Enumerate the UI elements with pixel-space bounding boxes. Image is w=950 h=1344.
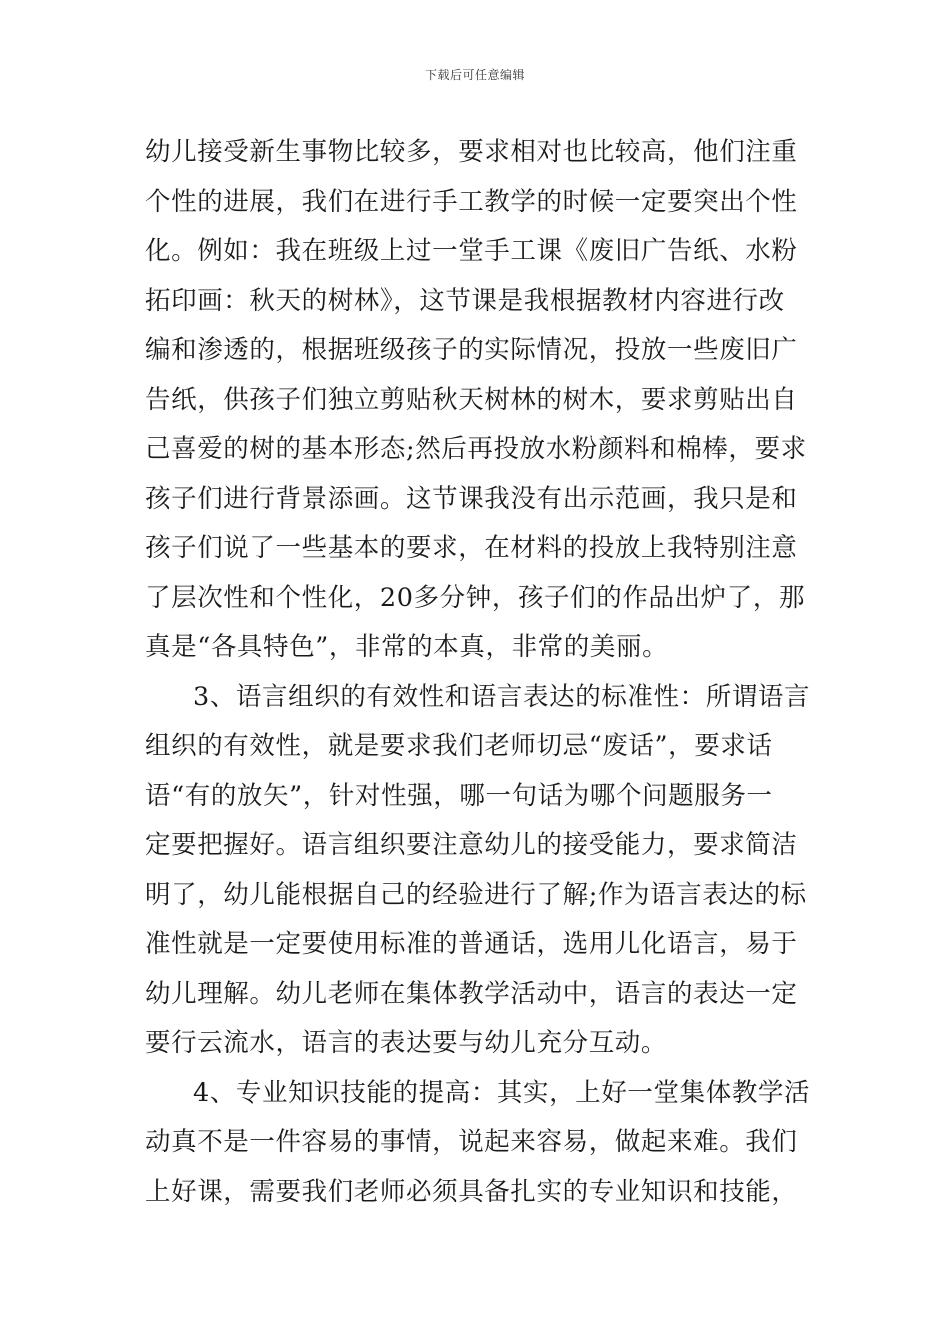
text-line: 告纸，供孩子们独立剪贴秋天树林的树木，要求剪贴出自 — [145, 384, 798, 415]
paragraph-start-line: 3、语言组织的有效性和语言表达的标准性：所谓语言 — [193, 681, 811, 712]
text-line: 真是“各具特色”，非常的本真，非常的美丽。 — [145, 632, 669, 662]
text-line: 上好课，需要我们老师必须具备扎实的专业知识和技能， — [145, 1176, 798, 1207]
text-line: 准性就是一定要使用标准的普通话，选用儿化语言，易于 — [145, 929, 798, 959]
text-line: 化。例如：我在班级上过一堂手工课《废旧广告纸、水粉 — [145, 236, 798, 266]
text-line: 孩子们进行背景添画。这节课我没有出示范画，我只是和 — [145, 483, 798, 514]
text-line: 个性的进展，我们在进行手工教学的时候一定要突出个性 — [145, 186, 798, 217]
text-line: 拓印画：秋天的树林》，这节课是我根据教材内容进行改 — [145, 285, 785, 316]
text-line: 动真不是一件容易的事情，说起来容易，做起来难。我们 — [145, 1127, 798, 1157]
text-line: 定要把握好。语言组织要注意幼儿的接受能力，要求简洁 — [145, 830, 798, 860]
text-line: 编和渗透的，根据班级孩子的实际情况，投放一些废旧广 — [145, 335, 798, 365]
text-line: 了层次性和个性化，20多分钟，孩子们的作品出炉了，那 — [145, 582, 806, 613]
text-line: 己喜爱的树的基本形态;然后再投放水粉颜料和棉棒，要求 — [145, 434, 807, 464]
text-line: 孩子们说了一些基本的要求，在材料的投放上我特别注意 — [145, 533, 798, 563]
text-line: 幼儿接受新生事物比较多，要求相对也比较高，他们注重 — [145, 137, 798, 167]
text-line: 幼儿理解。幼儿老师在集体教学活动中，语言的表达一定 — [145, 978, 798, 1009]
text-line: 组织的有效性，就是要求我们老师切忌“废话”，要求话 — [145, 731, 773, 761]
document-body — [145, 128, 811, 1217]
page-header: 下载后可任意编辑 — [424, 68, 525, 82]
text-line: 要行云流水，语言的表达要与幼儿充分互动。 — [145, 1028, 668, 1058]
text-line: 明了，幼儿能根据自己的经验进行了解;作为语言表达的标 — [145, 879, 807, 910]
text-line: 语“有的放矢”，针对性强，哪一句话为哪个问题服务一 — [145, 780, 773, 811]
paragraph-start-line: 4、专业知识技能的提高：其实，上好一堂集体教学活 — [193, 1077, 811, 1108]
